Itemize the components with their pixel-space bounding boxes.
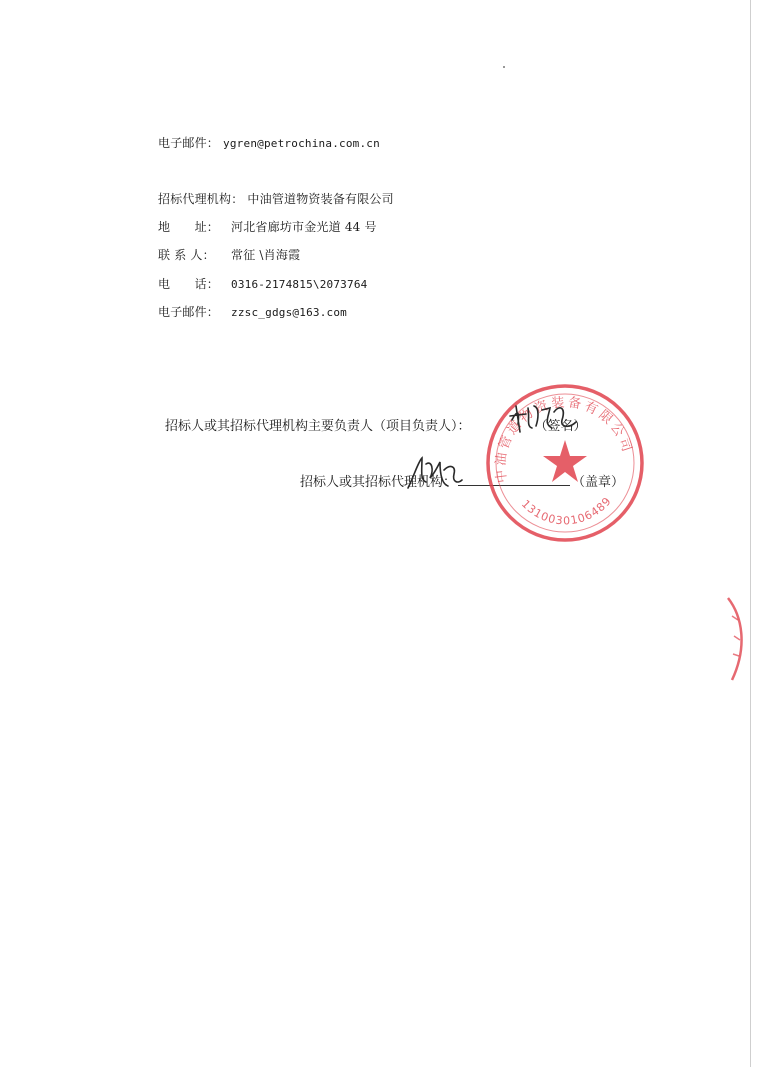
email-label: 电子邮件： <box>158 136 220 150</box>
email-value: ygren@petrochina.com.cn <box>223 137 380 150</box>
agency-line <box>158 190 394 207</box>
email-line-2 <box>158 303 347 320</box>
agency-handwritten-signature <box>404 452 466 494</box>
address-line <box>158 218 377 235</box>
contact-line <box>158 246 300 263</box>
partial-seal-edge <box>722 596 750 682</box>
scan-speck <box>503 66 505 68</box>
email-value-2: zzsc_gdgs@163.com <box>231 306 347 319</box>
seal-outer-text: 中油管道物资装备有限公司 <box>493 395 635 484</box>
phone-line <box>158 275 367 292</box>
sign-suffix: （签名） <box>534 419 587 434</box>
principal-handwritten-signature <box>506 398 580 438</box>
email-line-1 <box>158 134 380 151</box>
seal-suffix: （盖章） <box>572 475 625 490</box>
agency-label: 招标代理机构： <box>158 192 244 206</box>
contact-label: 联 系 人： <box>158 248 215 262</box>
address-value: 河北省廊坊市金光道 44 号 <box>231 220 377 234</box>
address-label: 地 址： <box>158 220 220 234</box>
phone-label: 电 话： <box>158 277 220 291</box>
contact-value: 常征 \肖海霞 <box>231 248 301 262</box>
seal-code: 1310030106489 <box>518 494 615 528</box>
agency-value: 中油管道物资装备有限公司 <box>247 192 394 206</box>
email-label-2: 电子邮件： <box>158 305 220 319</box>
seal-label: 招标人或其招标代理机构： <box>300 475 457 490</box>
principal-label: 招标人或其招标代理机构主要负责人（项目负责人）： <box>165 419 471 434</box>
phone-value: 0316-2174815\2073764 <box>231 278 368 291</box>
scan-edge-line <box>750 0 751 1067</box>
